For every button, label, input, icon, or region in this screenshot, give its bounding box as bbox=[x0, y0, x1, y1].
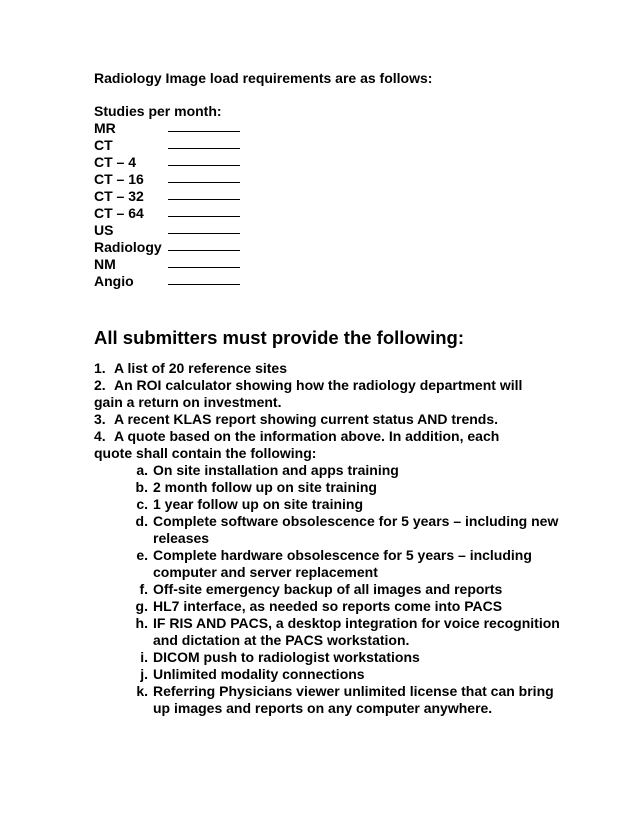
study-label: CT – 64 bbox=[94, 205, 144, 221]
study-row bbox=[94, 137, 574, 154]
study-blank-line bbox=[168, 188, 240, 200]
sub-item-text: Off-site emergency backup of all images and reports bbox=[153, 581, 503, 597]
sub-item-text: IF RIS AND PACS, a desktop integration for voice recognition and dictation at the PACS workstation. bbox=[153, 615, 560, 648]
requirement-item bbox=[94, 377, 574, 411]
requirement-number: 3. bbox=[94, 411, 106, 427]
sub-item-text: Unlimited modality connections bbox=[153, 666, 365, 682]
study-row bbox=[94, 222, 574, 239]
study-blank-line bbox=[168, 120, 240, 132]
quote-sub-item bbox=[126, 598, 574, 615]
requirement-number: 2. bbox=[94, 377, 106, 393]
intro-line: Radiology Image load requirements are as follows: bbox=[94, 70, 433, 86]
study-label: Radiology bbox=[94, 239, 162, 255]
document-page bbox=[94, 70, 574, 717]
requirements-list bbox=[94, 360, 574, 462]
sub-item-letter: c. bbox=[136, 496, 148, 512]
submitters-heading: All submitters must provide the following: bbox=[94, 327, 465, 348]
quote-sub-item bbox=[126, 513, 574, 547]
sub-item-text: On site installation and apps training bbox=[153, 462, 399, 478]
requirement-text-line: A recent KLAS report showing current status AND trends. bbox=[114, 411, 499, 427]
quote-sub-item bbox=[126, 666, 574, 683]
study-label: CT – 16 bbox=[94, 171, 144, 187]
sub-item-text: Referring Physicians viewer unlimited license that can bring up images and reports on any computer anywhere. bbox=[153, 683, 554, 716]
sub-item-letter: b. bbox=[135, 479, 148, 495]
study-blank-line bbox=[168, 154, 240, 166]
requirement-text-line: An ROI calculator showing how the radiology department will bbox=[114, 377, 523, 393]
sub-item-text: 2 month follow up on site training bbox=[153, 479, 377, 495]
study-label: US bbox=[94, 222, 114, 238]
requirement-text bbox=[114, 411, 574, 428]
requirement-number: 4. bbox=[94, 428, 106, 444]
studies-heading: Studies per month: bbox=[94, 103, 222, 119]
sub-item-letter: i. bbox=[140, 649, 148, 665]
sub-item-letter: g. bbox=[135, 598, 148, 614]
sub-item-text: 1 year follow up on site training bbox=[153, 496, 364, 512]
study-label: NM bbox=[94, 256, 116, 272]
quote-sub-item bbox=[126, 581, 574, 598]
requirement-item bbox=[94, 360, 574, 377]
study-row bbox=[94, 273, 574, 290]
study-label: Angio bbox=[94, 273, 134, 289]
study-label: MR bbox=[94, 120, 116, 136]
study-label: CT – 4 bbox=[94, 154, 137, 170]
sub-item-text: Complete software obsolescence for 5 years – including new releases bbox=[153, 513, 559, 546]
study-label: CT bbox=[94, 137, 113, 153]
study-row bbox=[94, 239, 574, 256]
quote-sub-items bbox=[94, 462, 574, 717]
sub-item-letter: a. bbox=[136, 462, 148, 478]
study-label: CT – 32 bbox=[94, 188, 144, 204]
sub-item-letter: d. bbox=[135, 513, 148, 529]
requirement-text-continuation: gain a return on investment. bbox=[94, 394, 282, 410]
studies-list bbox=[94, 120, 574, 290]
requirement-text-line: A quote based on the information above. In addition, each bbox=[114, 428, 500, 444]
requirement-text bbox=[94, 377, 574, 411]
study-row bbox=[94, 120, 574, 137]
requirement-text-line: A list of 20 reference sites bbox=[114, 360, 288, 376]
requirement-text-continuation: quote shall contain the following: bbox=[94, 445, 317, 461]
study-row bbox=[94, 256, 574, 273]
study-blank-line bbox=[168, 205, 240, 217]
requirement-number: 1. bbox=[94, 360, 106, 376]
study-blank-line bbox=[168, 171, 240, 183]
quote-sub-item bbox=[126, 462, 574, 479]
sub-item-letter: e. bbox=[136, 547, 148, 563]
study-blank-line bbox=[168, 137, 240, 149]
sub-item-text: DICOM push to radiologist workstations bbox=[153, 649, 420, 665]
quote-sub-item bbox=[126, 615, 574, 649]
sub-item-letter: k. bbox=[136, 683, 148, 699]
study-row bbox=[94, 154, 574, 171]
quote-sub-item bbox=[126, 547, 574, 581]
quote-sub-item bbox=[126, 649, 574, 666]
study-blank-line bbox=[168, 273, 240, 285]
study-blank-line bbox=[168, 256, 240, 268]
study-row bbox=[94, 171, 574, 188]
quote-sub-item bbox=[126, 479, 574, 496]
sub-item-letter: h. bbox=[135, 615, 148, 631]
sub-item-letter: f. bbox=[139, 581, 148, 597]
sub-item-text: Complete hardware obsolescence for 5 years – including computer and server replacement bbox=[153, 547, 532, 580]
study-blank-line bbox=[168, 239, 240, 251]
requirement-text bbox=[94, 428, 574, 462]
requirement-item bbox=[94, 428, 574, 462]
requirement-text bbox=[114, 360, 574, 377]
study-row bbox=[94, 205, 574, 222]
quote-sub-item bbox=[126, 683, 574, 717]
requirement-item bbox=[94, 411, 574, 428]
quote-sub-item bbox=[126, 496, 574, 513]
sub-item-letter: j. bbox=[140, 666, 148, 682]
study-row bbox=[94, 188, 574, 205]
study-blank-line bbox=[168, 222, 240, 234]
sub-item-text: HL7 interface, as needed so reports come into PACS bbox=[153, 598, 503, 614]
